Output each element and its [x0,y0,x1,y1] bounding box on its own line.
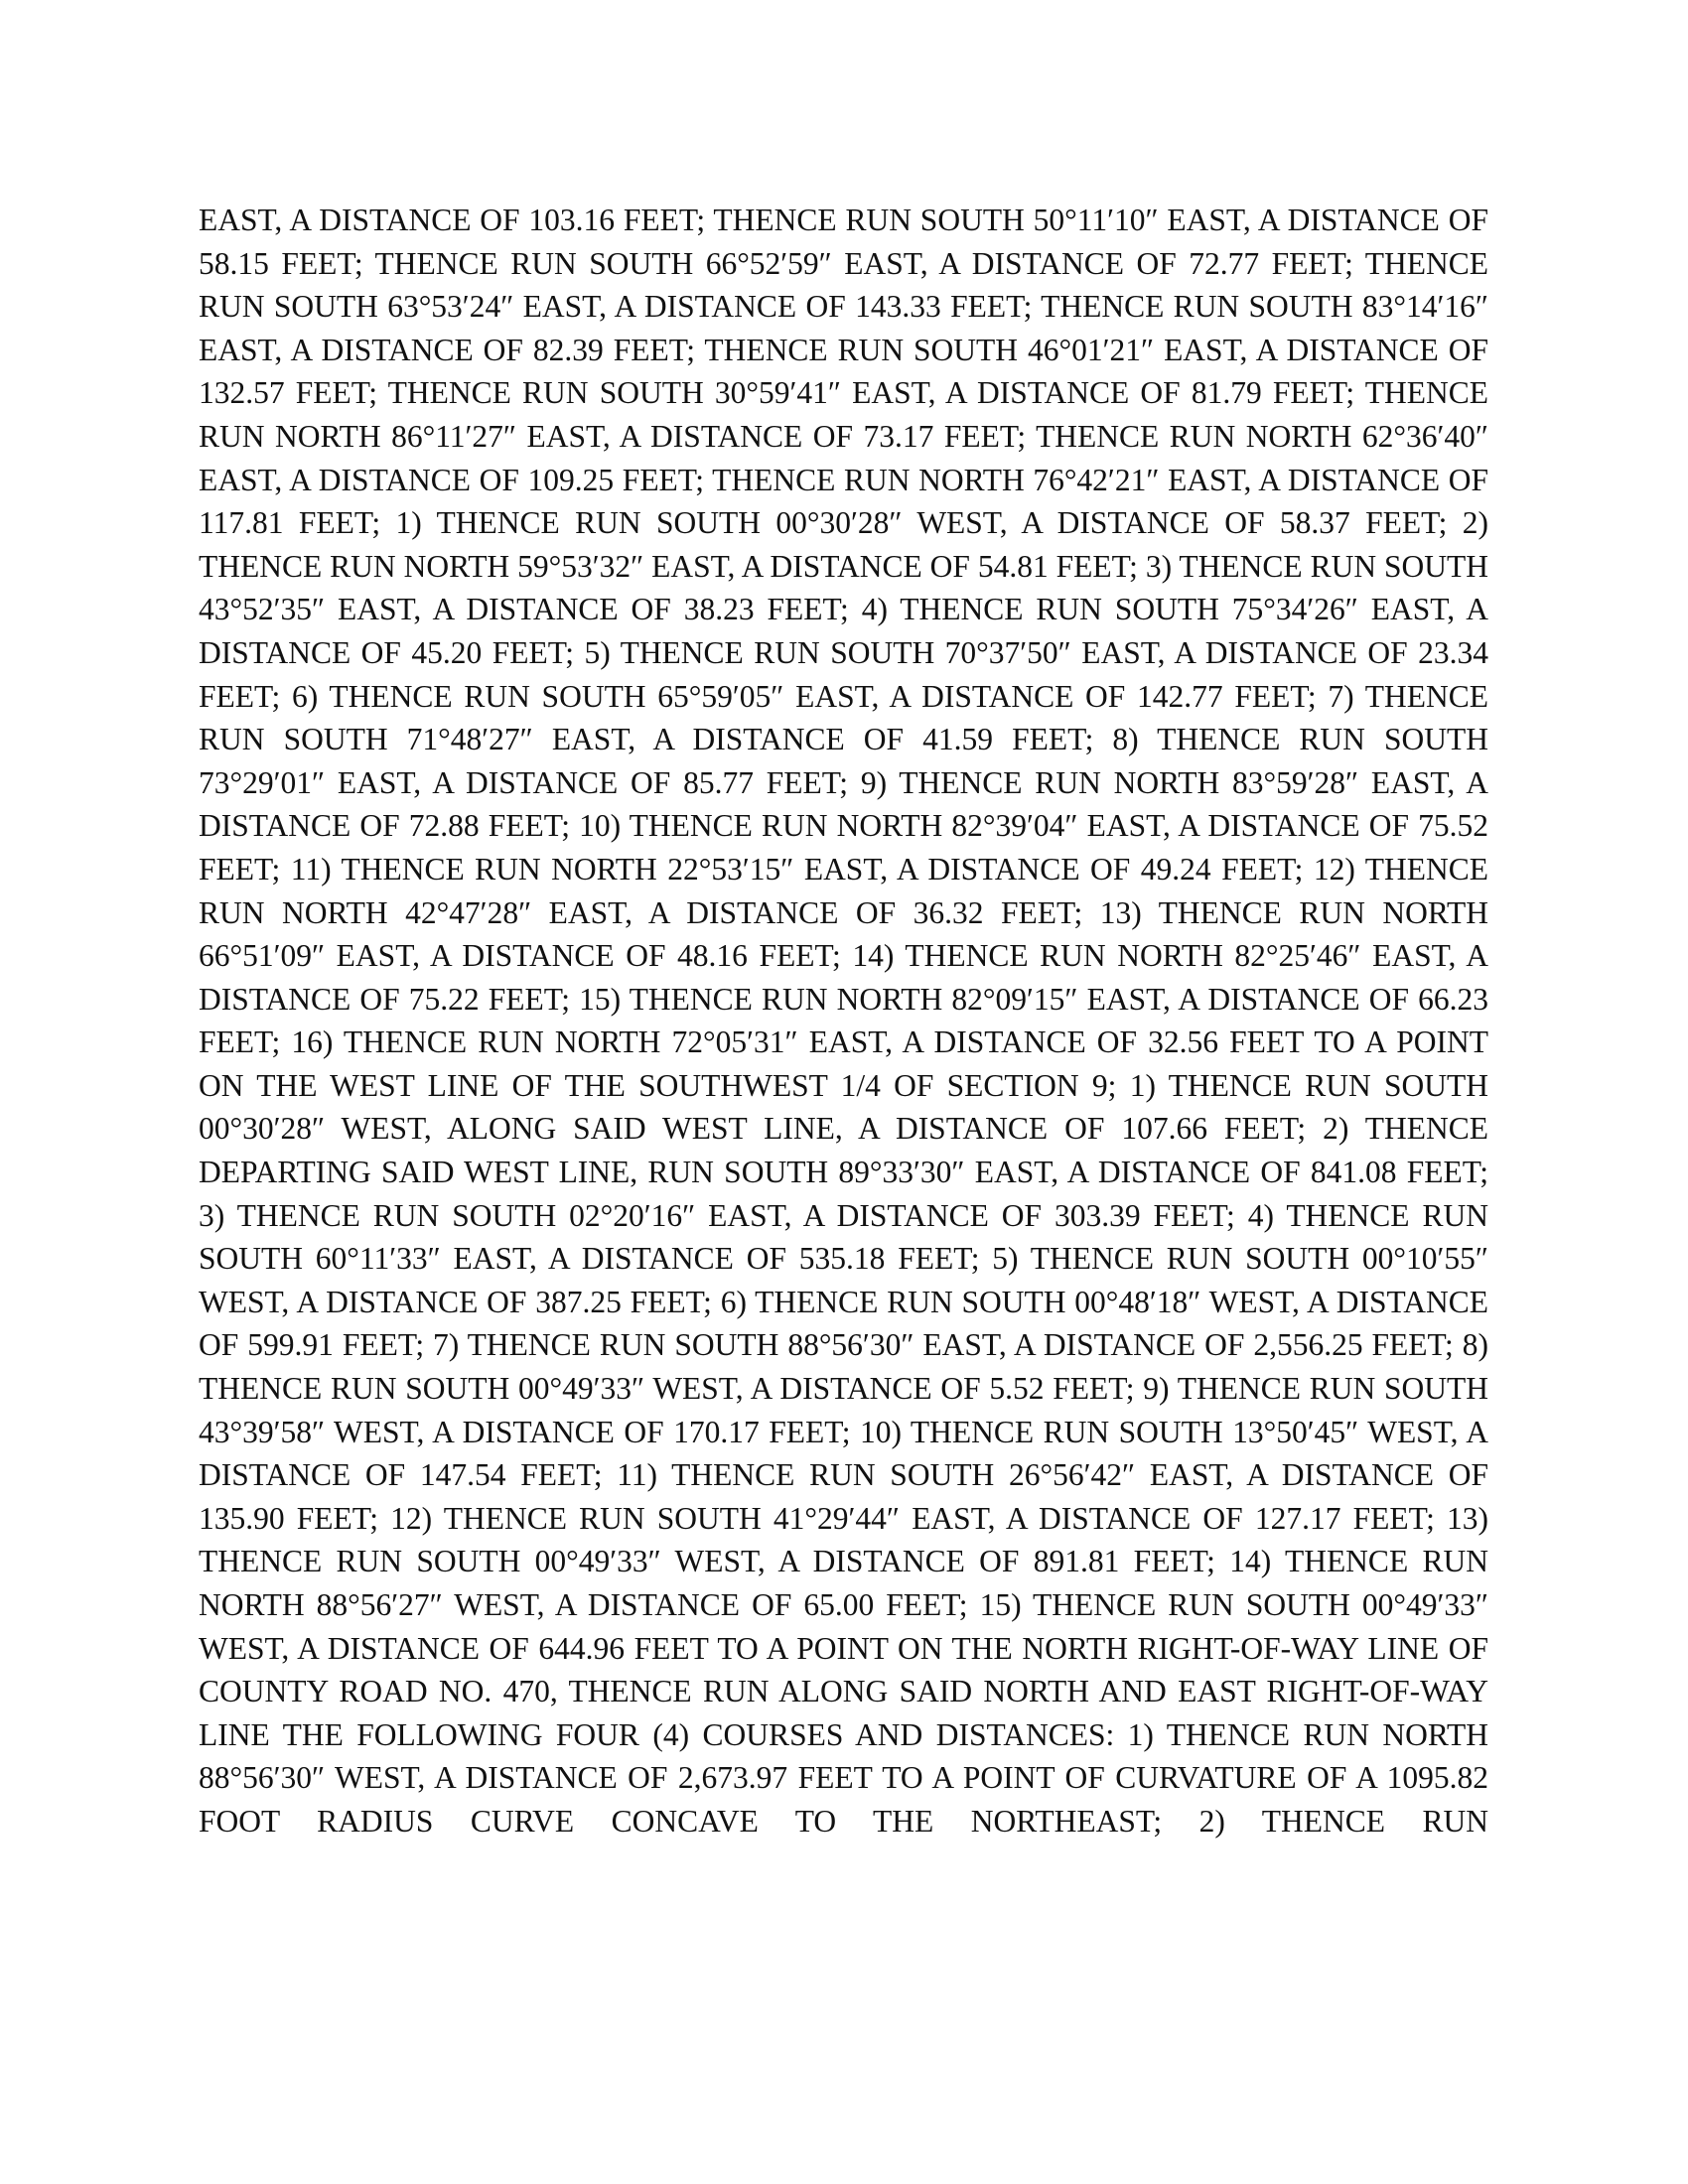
legal-description-text: EAST, A DISTANCE OF 103.16 FEET; THENCE RUN SOUTH 50°11′10″ EAST, A DISTANCE OF 58.15 FEET; THENCE RUN SOUTH 66°52′59″ EAST, A DISTANCE OF 72.77 FEET; THENCE RUN SOUTH 63°53′24″ EAST, A DISTANCE OF 143.33 FEET; THENCE RUN SOUTH 83°14′16″ EAST, A DISTANCE OF 82.39 FEET; THENCE RUN SOUTH 46°01′21″ EAST, A DISTANCE OF 132.57 FEET; THENCE RUN SOUTH 30°59′41″ EAST, A DISTANCE OF 81.79 FEET; THENCE RUN NORTH 86°11′27″ EAST, A DISTANCE OF 73.17 FEET; THENCE RUN NORTH 62°36′40″ EAST, A DISTANCE OF 109.25 FEET; THENCE RUN NORTH 76°42′21″ EAST, A DISTANCE OF 117.81 FEET; 1) THENCE RUN SOUTH 00°30′28″ WEST, A DISTANCE OF 58.37 FEET; 2) THENCE RUN NORTH 59°53′32″ EAST, A DISTANCE OF 54.81 FEET; 3) THENCE RUN SOUTH 43°52′35″ EAST, A DISTANCE OF 38.23 FEET; 4) THENCE RUN SOUTH 75°34′26″ EAST, A DISTANCE OF 45.20 FEET; 5) THENCE RUN SOUTH 70°37′50″ EAST, A DISTANCE OF 23.34 FEET; 6) THENCE RUN SOUTH 65°59′05″ EAST, A DISTANCE OF 142.77 FEET; 7) THENCE RUN SOUTH 71°48′27″ EAST, A DISTANCE OF 41.59 FEET; 8) THENCE RUN SOUTH 73°29′01″ EAST, A DISTANCE OF 85.77 FEET; 9) THENCE RUN NORTH 83°59′28″ EAST, A DISTANCE OF 72.88 FEET; 10) THENCE RUN NORTH 82°39′04″ EAST, A DISTANCE OF 75.52 FEET; 11) THENCE RUN NORTH 22°53′15″ EAST, A DISTANCE OF 49.24 FEET; 12) THENCE RUN NORTH 42°47′28″ EAST, A DISTANCE OF 36.32 FEET; 13) THENCE RUN NORTH 66°51′09″ EAST, A DISTANCE OF 48.16 FEET; 14) THENCE RUN NORTH 82°25′46″ EAST, A DISTANCE OF 75.22 FEET; 15) THENCE RUN NORTH 82°09′15″ EAST, A DISTANCE OF 66.23 FEET; 16) THENCE RUN NORTH 72°05′31″ EAST, A DISTANCE OF 32.56 FEET TO A POINT ON THE WEST LINE OF THE SOUTHWEST 1/4 OF SECTION 9; 1) THENCE RUN SOUTH 00°30′28″ WEST, ALONG SAID WEST LINE, A DISTANCE OF 107.66 FEET; 2) THENCE DEPARTING SAID WEST LINE, RUN SOUTH 89°33′30″ EAST, A DISTANCE OF 841.08 FEET; 3) THENCE RUN SOUTH 02°20′16″ EAST, A DISTANCE OF 303.39 FEET; 4) THENCE RUN SOUTH 60°11′33″ EAST, A DISTANCE OF 535.18 FEET; 5) THENCE RUN SOUTH 00°10′55″ WEST, A DISTANCE OF 387.25 FEET; 6) THENCE RUN SOUTH 00°48′18″ WEST, A DISTANCE OF 599.91 FEET; 7) THENCE RUN SOUTH 88°56′30″ EAST, A DISTANCE OF 2,556.25 FEET; 8) THENCE RUN SOUTH 00°49′33″ WEST, A DISTANCE OF 5.52 FEET; 9) THENCE RUN SOUTH 43°39′58″ WEST, A DISTANCE OF 170.17 FEET; 10) THENCE RUN SOUTH 13°50′45″ WEST, A DISTANCE OF 147.54 FEET; 11) THENCE RUN SOUTH 26°56′42″ EAST, A DISTANCE OF 135.90 FEET; 12) THENCE RUN SOUTH 41°29′44″ EAST, A DISTANCE OF 127.17 FEET; 13) THENCE RUN SOUTH 00°49′33″ WEST, A DISTANCE OF 891.81 FEET; 14) THENCE RUN NORTH 88°56′27″ WEST, A DISTANCE OF 65.00 FEET; 15) THENCE RUN SOUTH 00°49′33″ WEST, A DISTANCE OF 644.96 FEET TO A POINT ON THE NORTH RIGHT-OF-WAY LINE OF COUNTY ROAD NO. 470, THENCE RUN ALONG SAID NORTH AND EAST RIGHT-OF-WAY LINE THE FOLLOWING FOUR (4) COURSES AND DISTANCES: 1) THENCE RUN NORTH 88°56′30″ WEST, A DISTANCE OF 2,673.97 FEET TO A POINT OF CURVATURE OF A 1095.82 FOOT RADIUS CURVE CONCAVE TO THE NORTHEAST; 2) THENCE RUN [199,203,1488,1839]
